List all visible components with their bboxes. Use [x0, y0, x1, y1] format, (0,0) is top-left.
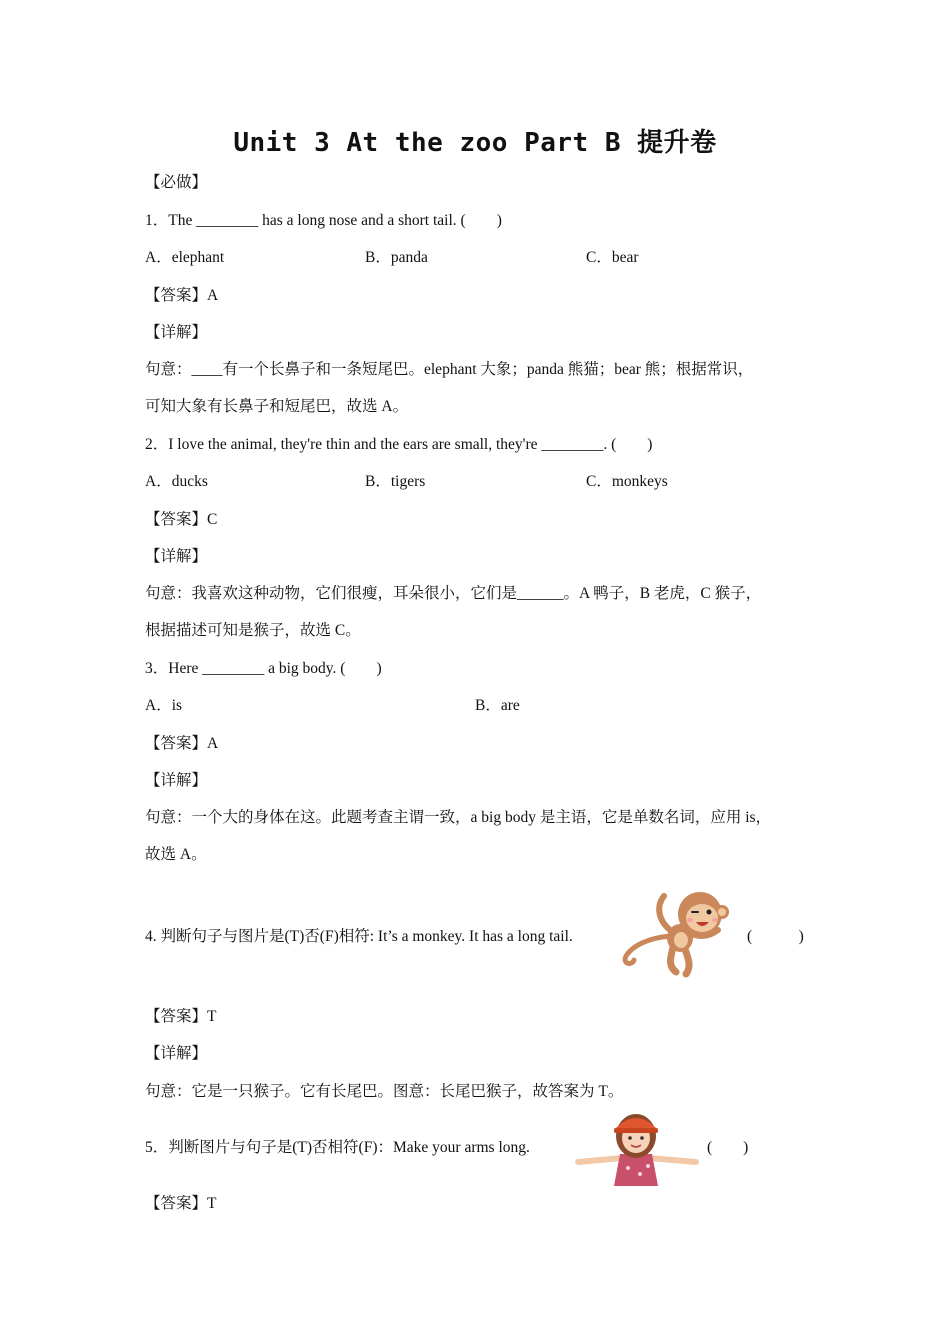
- q4-answer: 【答案】T: [145, 1008, 217, 1025]
- q4-explanation-line-1: 句意：它是一只猴子。它有长尾巴。图意：长尾巴猴子，故答案为 T。: [145, 1083, 624, 1100]
- q1-option-c: C．bear: [586, 249, 639, 266]
- q2-answer: 【答案】C: [145, 511, 218, 528]
- q3-answer: 【答案】A: [145, 735, 219, 752]
- q5-answer-blank: ( ): [707, 1139, 749, 1156]
- question-3-stem: 3．Here ________ a big body. ( ): [145, 660, 382, 677]
- q3-explanation-line-1: 句意：一个大的身体在这。此题考查主谓一致，a big body 是主语，它是单数名词，应用 is，: [145, 809, 772, 826]
- q2-explanation-line-1: 句意：我喜欢这种动物，它们很瘦，耳朵很小，它们是______。A 鸭子，B 老虎，C 猴子，: [145, 585, 762, 602]
- monkey-illustration: [618, 886, 740, 978]
- section-label: 【必做】: [145, 174, 208, 191]
- q2-explanation-line-2: 根据描述可知是猴子，故选 C。: [145, 622, 361, 639]
- q4-detail-label: 【详解】: [145, 1045, 208, 1062]
- q1-detail-label: 【详解】: [145, 324, 208, 341]
- q2-option-a: A．ducks: [145, 473, 208, 490]
- q2-option-b: B．tigers: [365, 473, 426, 490]
- q1-explanation-line-1: 句意：____有一个长鼻子和一条短尾巴。elephant 大象；panda 熊猫；bear 熊；根据常识，: [145, 361, 754, 378]
- q4-answer-blank: ( ): [747, 928, 804, 945]
- q3-option-a: A．is: [145, 697, 183, 714]
- question-2-stem: 2．I love the animal, they're thin and the ears are small, they're ________. ( ): [145, 436, 653, 453]
- q1-explanation-line-2: 可知大象有长鼻子和短尾巴，故选 A。: [145, 398, 409, 415]
- girl-arms-out-illustration: [568, 1112, 704, 1186]
- q3-explanation-line-2: 故选 A。: [145, 846, 207, 863]
- q2-option-c: C．monkeys: [586, 473, 668, 490]
- q1-option-a: A．elephant: [145, 249, 225, 266]
- q1-answer: 【答案】A: [145, 287, 219, 304]
- question-5-stem: 5．判断图片与句子是(T)否相符(F)：Make your arms long.: [145, 1139, 530, 1156]
- q3-detail-label: 【详解】: [145, 772, 208, 789]
- q1-option-b: B．panda: [365, 249, 428, 266]
- q3-option-b: B．are: [475, 697, 520, 714]
- page-title: Unit 3 At the zoo Part B 提升卷: [233, 128, 717, 158]
- question-4-stem: 4. 判断句子与图片是(T)否(F)相符: It’s a monkey. It has a long tail.: [145, 928, 573, 945]
- q5-answer: 【答案】T: [145, 1195, 217, 1212]
- q2-detail-label: 【详解】: [145, 548, 208, 565]
- question-1-stem: 1．The ________ has a long nose and a short tail. ( ): [145, 212, 502, 229]
